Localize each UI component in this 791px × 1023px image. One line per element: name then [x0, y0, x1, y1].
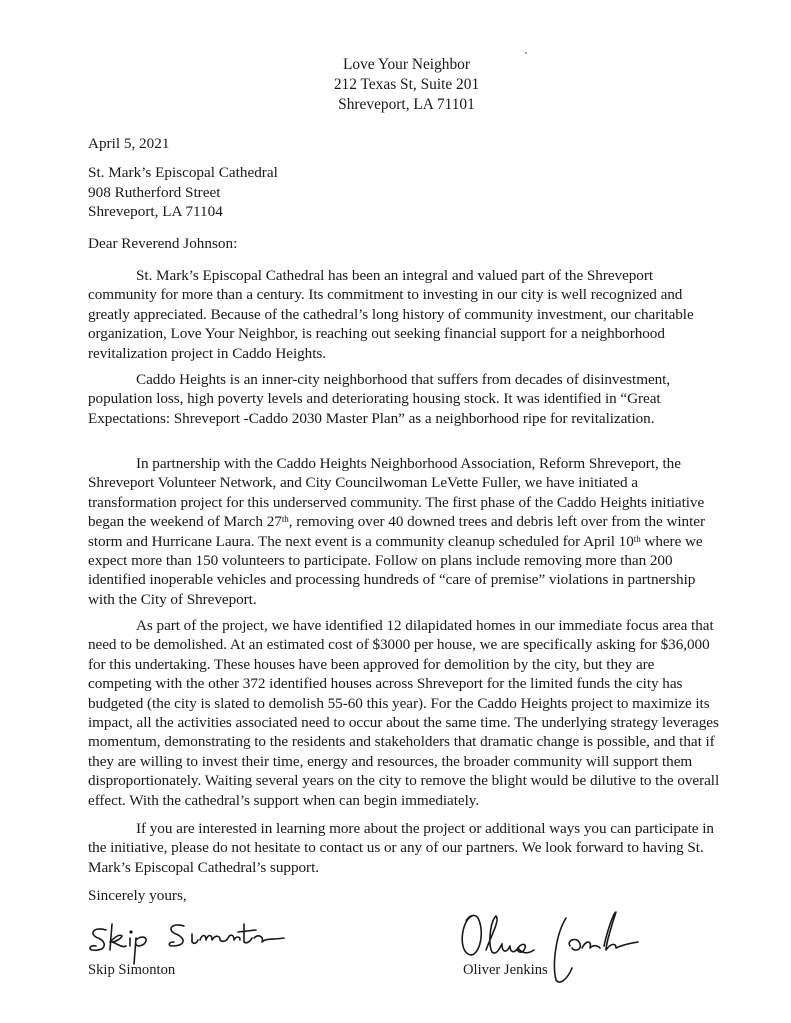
signature-oliver-jenkins [456, 904, 656, 994]
closing: Sincerely yours, [88, 887, 187, 904]
body-paragraph-2: Caddo Heights is an inner-city neighborhood that suffers from decades of disinvestment, population loss, high poverty levels and deteriorating housing stock. It was identified in “Great Expectations: Shreveport -Caddo 2030 Master Plan” as a neighborhood ripe for revitalization. [88, 371, 671, 427]
p3-text-3: where we expect more than 150 volunteers to participate. Follow on plans include removing more than 200 identified inoperable vehicles and processing hundreds of “care of premise” violations in partnership with the City of Shreveport. [88, 532, 703, 608]
recipient-city: Shreveport, LA 71104 [88, 203, 223, 220]
p3-text-1: In partnership with the Caddo Heights Neighborhood Association, Reform Shreveport, the Shreveport Volunteer Network, and City Councilwoman LeVette Fuller, we have initiated a transformation project for this underserved community. The first phase of the Caddo Heights initiative began the weekend of March 27 [88, 455, 705, 531]
organization-name: Love Your Neighbor [343, 56, 470, 73]
body-paragraph-1: St. Mark’s Episcopal Cathedral has been an integral and valued part of the Shreveport community for more than a century. Its commitment to investing in our city is well recognized and greatly appreciated. Because of the cathedral’s long history of community investment, our charitable organization, Love Your Neighbor, is reaching out seeking financial support for a neighborhood revitalization project in Caddo Heights. [88, 267, 694, 362]
signatory-name-1: Skip Simonton [88, 962, 176, 978]
organization-address-line2: Shreveport, LA 71101 [338, 96, 475, 113]
recipient-address [88, 163, 718, 222]
signature-skip-simonton [84, 910, 294, 966]
body-paragraph-3 [88, 454, 720, 609]
signatory-name-2: Oliver Jenkins [463, 962, 548, 978]
body-paragraph-5: If you are interested in learning more about the project or additional ways you can participate in the initiative, please do not hesitate to contact us or any of our partners. We look forward to having St. Mark’s Episcopal Cathedral’s support. [88, 820, 714, 876]
scan-speck [525, 52, 527, 54]
ordinal-suffix: th [633, 533, 641, 544]
organization-address-line1: 212 Texas St, Suite 201 [333, 76, 480, 93]
letter-date: April 5, 2021 [88, 135, 170, 152]
ordinal-suffix: th [281, 514, 289, 525]
recipient-street: 908 Rutherford Street [88, 183, 221, 201]
recipient-name: St. Mark’s Episcopal Cathedral [88, 164, 278, 181]
body-paragraph-4: As part of the project, we have identified 12 dilapidated homes in our immediate focus area that need to be demolished. At an estimated cost of $3000 per house, we are specifically asking for $36,000 for this undertaking. These houses have been approved for demolition by the city, but they are competing with the other 372 identified houses across Shreveport for the limited funds the city has budgeted (the city is slated to demolish 55-60 this year). For the Caddo Heights project to maximize its impact, all the activities associated need to occur about the same time. The underlying strategy leverages momentum, demonstrating to the residents and stakeholders that dramatic change is possible, and that if they are willing to invest their time, energy and resources, the broader community will support them disproportionately. Waiting several years on the city to remove the blight would be dilutive to the overall effect. With the cathedral’s support when can begin immediately. [88, 617, 720, 809]
salutation: Dear Reverend Johnson: [88, 235, 238, 252]
letterhead [0, 55, 791, 115]
p3-text-2: , removing over 40 downed trees and debris left over from the winter storm and Hurricane Laura. The next event is a community cleanup scheduled for April 10 [88, 513, 705, 550]
